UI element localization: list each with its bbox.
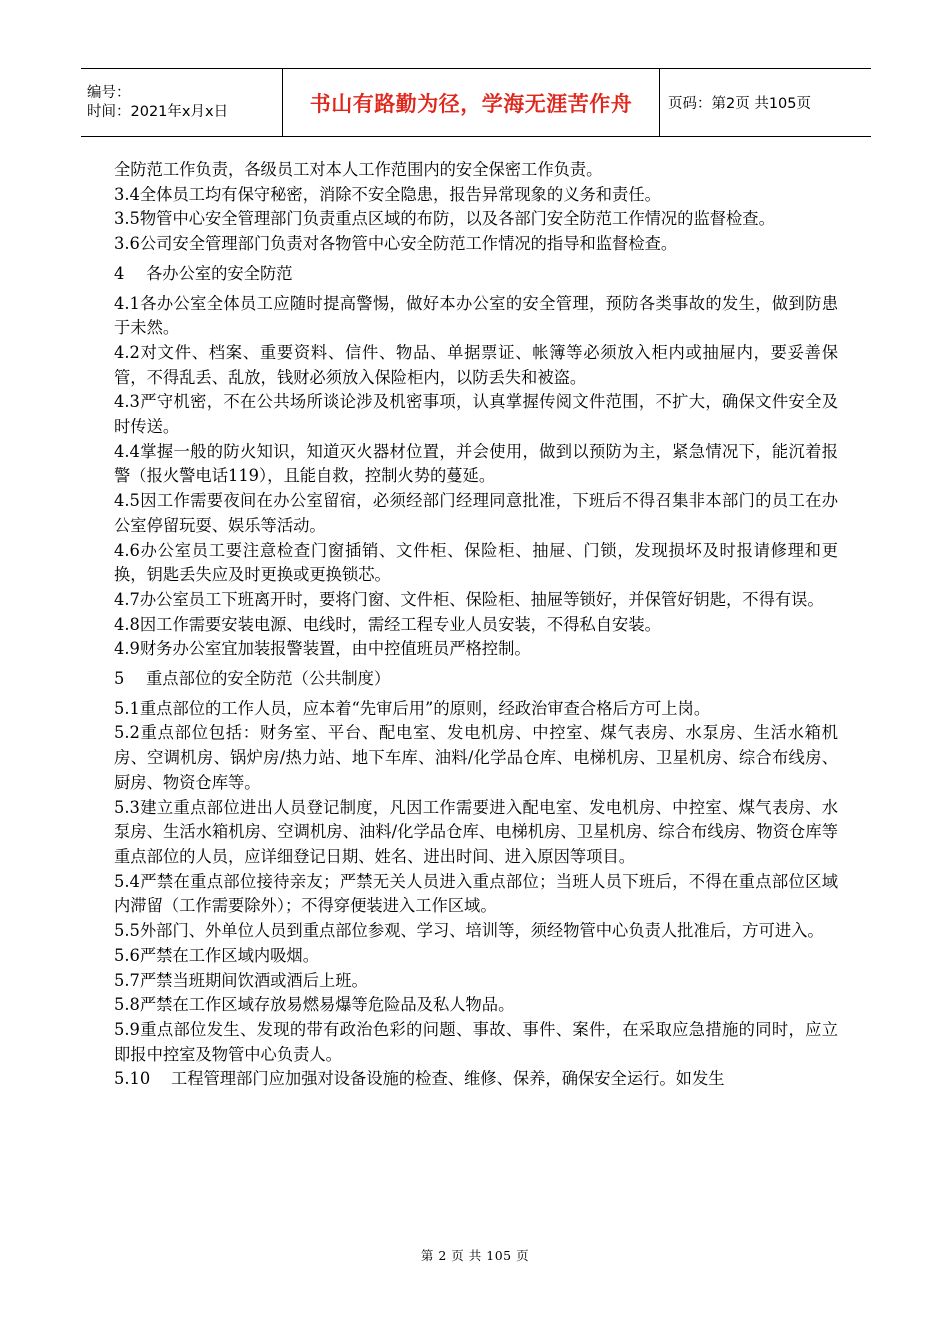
clause-5-5: 5.5外部门、外单位人员到重点部位参观、学习、培训等，须经物管中心负责人批准后，方可进入。	[114, 921, 824, 941]
section-title: 重点部位的安全防范（公共制度）	[146, 669, 391, 689]
clause-4-8: 4.8因工作需要安装电源、电线时，需经工程专业人员安装，不得私自安装。	[114, 614, 661, 634]
clause-5-1: 5.1重点部位的工作人员，应本着“先审后用”的原则，经政治审查合格后方可上岗。	[114, 698, 711, 718]
document-body	[114, 158, 838, 1092]
section-heading-5	[114, 667, 838, 692]
clause-4-3: 4.3严守机密，不在公共场所谈论涉及机密事项，认真掌握传阅文件范围，不扩大，确保文件安全及时传送。	[114, 392, 838, 437]
clause-5-10: 5.10 工程管理部门应加强对设备设施的检查、维修、保养，确保安全运行。如发生	[114, 1069, 725, 1089]
paragraph: 3.4全体员工均有保守秘密，消除不安全隐患，报告异常现象的义务和责任。	[114, 184, 661, 204]
page-header	[81, 68, 871, 137]
section-heading-4	[114, 262, 838, 287]
paragraph: 全防范工作负责，各级员工对本人工作范围内的安全保密工作负责。	[114, 160, 603, 179]
clause-5-9: 5.9重点部位发生、发现的带有政治色彩的问题、事故、事件、案件，在采取应急措施的同时，应立即报中控室及物管中心负责人。	[114, 1019, 838, 1064]
doc-code-label: 编号：	[87, 84, 131, 101]
clause-5-7: 5.7严禁当班期间饮酒或酒后上班。	[114, 970, 368, 990]
clause-5-6: 5.6严禁在工作区域内吸烟。	[114, 945, 319, 965]
clause-4-2: 4.2对文件、档案、重要资料、信件、物品、单据票证、帐簿等必须放入柜内或抽屉内，要妥善保管，不得乱丢、乱放，钱财必须放入保险柜内，以防丢失和被盗。	[114, 342, 838, 387]
header-page-info: 页码：第2页 共105页	[668, 96, 812, 112]
header-motto: 书山有路勤为径，学海无涯苦作舟	[283, 69, 660, 136]
doc-date: 时间：2021年x月x日	[87, 103, 229, 120]
clause-4-5: 4.5因工作需要夜间在办公室留宿，必须经部门经理同意批准，下班后不得召集非本部门的员工在办公室停留玩耍、娱乐等活动。	[114, 491, 838, 535]
page-footer: 第 2 页 共 105 页	[420, 1248, 530, 1263]
clause-4-6: 4.6办公室员工要注意检查门窗插销、文件柜、保险柜、抽屉、门锁，发现损坏及时报请修理和更换，钥匙丢失应及时更换或更换锁芯。	[114, 540, 838, 585]
paragraph: 3.5物管中心安全管理部门负责重点区域的布防，以及各部门安全防范工作情况的监督检查。	[114, 209, 775, 229]
clause-5-4: 5.4严禁在重点部位接待亲友；严禁无关人员进入重点部位；当班人员下班后，不得在重点部位区域内滞留（工作需要除外）；不得穿便装进入工作区域。	[114, 871, 838, 916]
clause-4-1: 4.1各办公室全体员工应随时提高警惕，做好本办公室的安全管理，预防各类事故的发生，做到防患于未然。	[114, 293, 838, 338]
clause-5-8: 5.8严禁在工作区域存放易燃易爆等危险品及私人物品。	[114, 995, 515, 1015]
section-number: 5	[114, 669, 125, 689]
paragraph: 3.6公司安全管理部门负责对各物管中心安全防范工作情况的指导和监督检查。	[114, 234, 678, 254]
clause-5-2: 5.2重点部位包括：财务室、平台、配电室、发电机房、中控室、煤气表房、水泵房、生活水箱机房、空调机房、锅炉房/热力站、地下车库、油料/化学品仓库、电梯机房、卫星机房、综合布线房、厨房、物资仓库等。	[114, 723, 838, 792]
header-meta	[81, 69, 283, 136]
clause-4-4: 4.4掌握一般的防火知识，知道灭火器材位置，并会使用，做到以预防为主，紧急情况下，能沉着报警（报火警电话119），且能自救，控制火势的蔓延。	[114, 441, 838, 486]
clause-4-7: 4.7办公室员工下班离开时，要将门窗、文件柜、保险柜、抽屉等锁好，并保管好钥匙，不得有误。	[114, 589, 824, 609]
section-title: 各办公室的安全防范	[146, 263, 293, 283]
clause-4-9: 4.9财务办公室宜加装报警装置，由中控值班员严格控制。	[114, 639, 531, 659]
section-number: 4	[114, 263, 125, 283]
clause-5-3: 5.3建立重点部位进出人员登记制度，凡因工作需要进入配电室、发电机房、中控室、煤气表房、水泵房、生活水箱机房、空调机房、油料/化学品仓库、电梯机房、卫星机房、综合布线房、物资仓库等重点部位的人员，应详细登记日期、姓名、进出时间、进入原因等项目。	[114, 797, 838, 866]
